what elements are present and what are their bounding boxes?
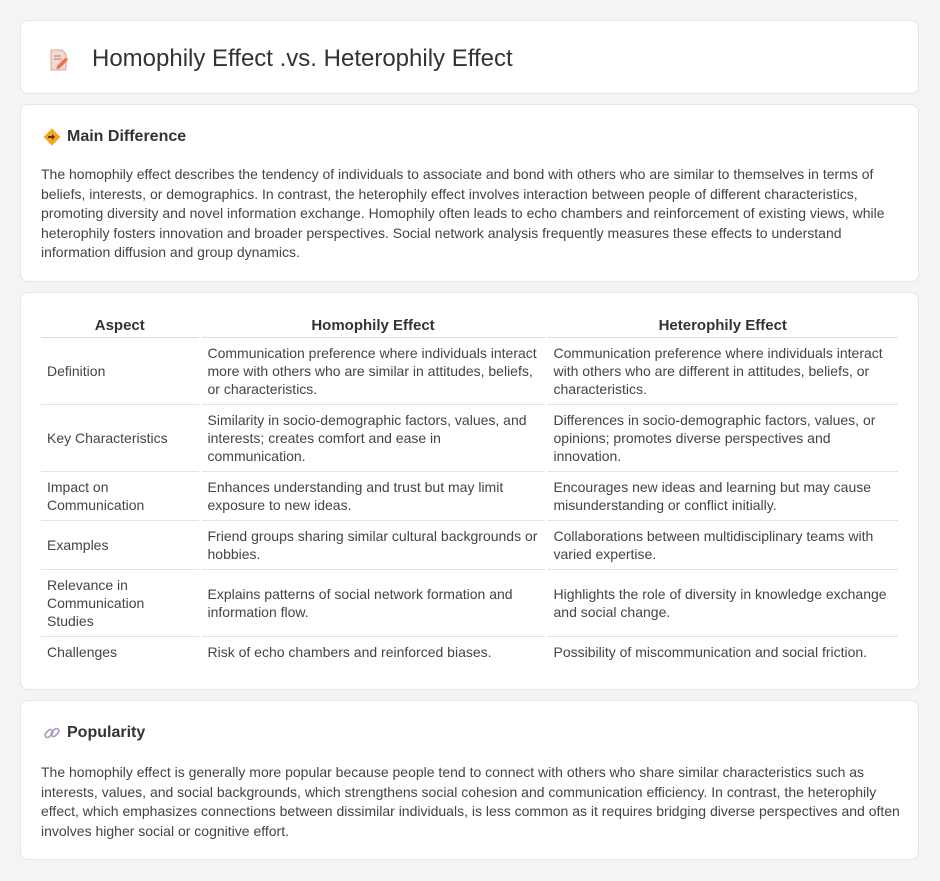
table-row [41,471,898,520]
table-row [41,636,898,668]
main-difference-header [43,127,186,147]
aspect-cell: Key Characteristics [41,404,200,471]
diamond-signpost-icon [43,128,61,146]
heterophily-cell: Communication preference where individuals interact with others who are different in attitudes, beliefs, or characteristics. [546,337,898,404]
aspect-cell: Relevance in Communication Studies [41,569,200,636]
heterophily-cell: Collaborations between multidisciplinary teams with varied expertise. [546,520,898,569]
heterophily-cell: Differences in socio-demographic factors, values, or opinions; promotes diverse perspectives and innovation. [546,404,898,471]
comparison-table [41,315,898,668]
heterophily-cell: Encourages new ideas and learning but may cause misunderstanding or conflict initially. [546,471,898,520]
homophily-cell: Explains patterns of social network formation and information flow. [200,569,546,636]
document-pencil-icon [49,49,69,71]
homophily-cell: Enhances understanding and trust but may limit exposure to new ideas. [200,471,546,520]
main-difference-section [20,104,919,282]
homophily-cell: Risk of echo chambers and reinforced biases. [200,636,546,668]
heterophily-cell: Highlights the role of diversity in knowledge exchange and social change. [546,569,898,636]
comparison-section [20,292,919,690]
homophily-cell: Friend groups sharing similar cultural backgrounds or hobbies. [200,520,546,569]
popularity-heading: Popularity [67,724,146,741]
homophily-cell: Similarity in socio-demographic factors, values, and interests; creates comfort and ease in communication. [200,404,546,471]
page-title: Homophily Effect .vs. Heterophily Effect [92,45,513,72]
aspect-cell: Examples [41,520,200,569]
main-difference-heading: Main Difference [67,128,187,145]
table-row [41,337,898,404]
column-header: Heterophily Effect [546,315,898,337]
homophily-cell: Communication preference where individuals interact more with others who are similar in attitudes, beliefs, or characteristics. [200,337,546,404]
table-row [41,404,898,471]
table-row [41,520,898,569]
title-card [20,20,919,94]
popularity-text: The homophily effect is generally more popular because people tend to connect with others who share similar characteristics such as interests, values, and social backgrounds, which strengthens social cohesion and communication efficiency. In contrast, the heterophily effect, which emphasizes connections between dissimilar individuals, is less common as it requires bridging diverse perspectives and often involves higher social or cognitive effort. [41,764,900,839]
aspect-cell: Challenges [47,644,118,661]
column-header: Homophily Effect [200,315,546,337]
popularity-header [43,723,145,743]
heterophily-cell: Possibility of miscommunication and social friction. [546,636,898,668]
main-difference-text: The homophily effect describes the tendency of individuals to associate and bond with others who are similar to themselves in terms of beliefs, interests, or demographics. In contrast, the heterophily effect involves interaction between people of different characteristics, promoting diversity and novel information exchange. Homophily often leads to echo chambers and reinforcement of existing views, while heterophily fosters innovation and broader perspectives. Social network analysis frequently measures these effects to understand information diffusion and group dynamics. [41,166,885,260]
popularity-section [20,700,919,860]
column-header: Aspect [41,315,200,337]
table-row [41,569,898,636]
aspect-cell: Impact on Communication [41,471,200,520]
aspect-cell: Definition [41,337,200,404]
table-header-row [41,315,898,337]
link-icon [43,724,61,742]
